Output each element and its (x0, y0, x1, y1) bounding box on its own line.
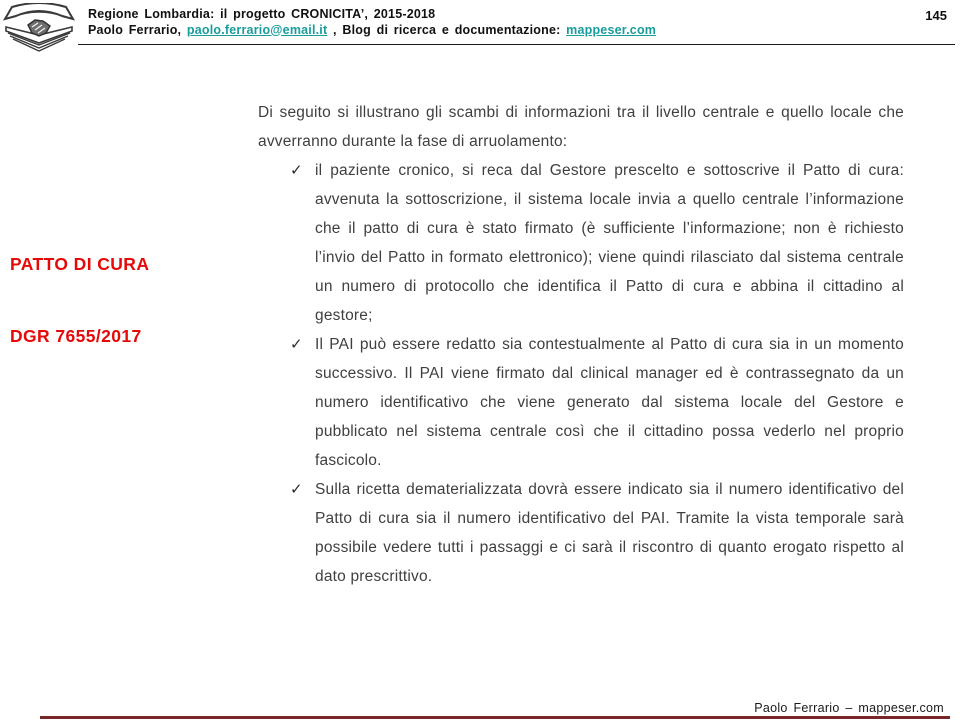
page-number: 145 (925, 8, 947, 23)
bullet-list (258, 156, 904, 591)
bullet-item (290, 330, 904, 475)
checkmark-icon: ✓ (290, 336, 303, 353)
checkmark-icon: ✓ (290, 162, 303, 179)
bullet-item (290, 475, 904, 591)
email-link[interactable]: paolo.ferrario@email.it (186, 22, 328, 37)
header-text-block (88, 7, 900, 38)
handshake-open-book-logo (2, 3, 76, 55)
header (0, 0, 960, 50)
bullet-text: il paziente cronico, si reca dal Gestore prescelto e sottoscrive il Patto di cura: avvenuta la sottoscrizione, il sistema locale invia a quello centrale l’informazione che il patto di cura è stato firmato (è sufficiente l’informazione; non è richiesto l’invio del Patto in formato elettronico); viene quindi rilasciato dal sistema centrale un numero di protocollo che identifica il Patto di cura e abbina il cittadino al gestore; (315, 162, 904, 324)
header-line2-middle: , Blog di ricerca e documentazione: (327, 22, 567, 37)
body-text (258, 98, 904, 591)
intro-paragraph: Di seguito si illustrano gli scambi di informazioni tra il livello centrale e quello locale che avverranno durante la fase di arruolamento: (258, 104, 904, 150)
site-link[interactable]: mappeser.com (566, 22, 657, 37)
bullet-text: Il PAI può essere redatto sia contestualmente al Patto di cura sia in un momento successivo. Il PAI viene firmato dal clinical manager ed è contrassegnato da un numero identificativo che viene generato dal sistema locale del Gestore e pubblicato nel sistema centrale così che il cittadino possa vederlo nel proprio fascicolo. (315, 336, 904, 469)
header-line2-prefix: Paolo Ferrario, (88, 22, 187, 37)
header-divider (78, 44, 955, 45)
checkmark-icon: ✓ (290, 481, 303, 498)
section-title-patto-di-cura: PATTO DI CURA (10, 254, 150, 274)
bullet-item (290, 156, 904, 330)
header-line1: Regione Lombardia: il progetto CRONICITA’, 2015-2018 (88, 7, 436, 21)
bullet-text: Sulla ricetta dematerializzata dovrà essere indicato sia il numero identificativo del Patto di cura sia il numero identificativo del PAI. Tramite la vista temporale sarà possibile vedere tutti i passaggi e ci sarà il riscontro di quanto erogato rispetto al dato prescrittivo. (315, 481, 904, 585)
footer-divider (40, 716, 950, 719)
footer-credit: Paolo Ferrario – mappeser.com (754, 701, 944, 715)
section-title-dgr: DGR 7655/2017 (10, 326, 142, 346)
